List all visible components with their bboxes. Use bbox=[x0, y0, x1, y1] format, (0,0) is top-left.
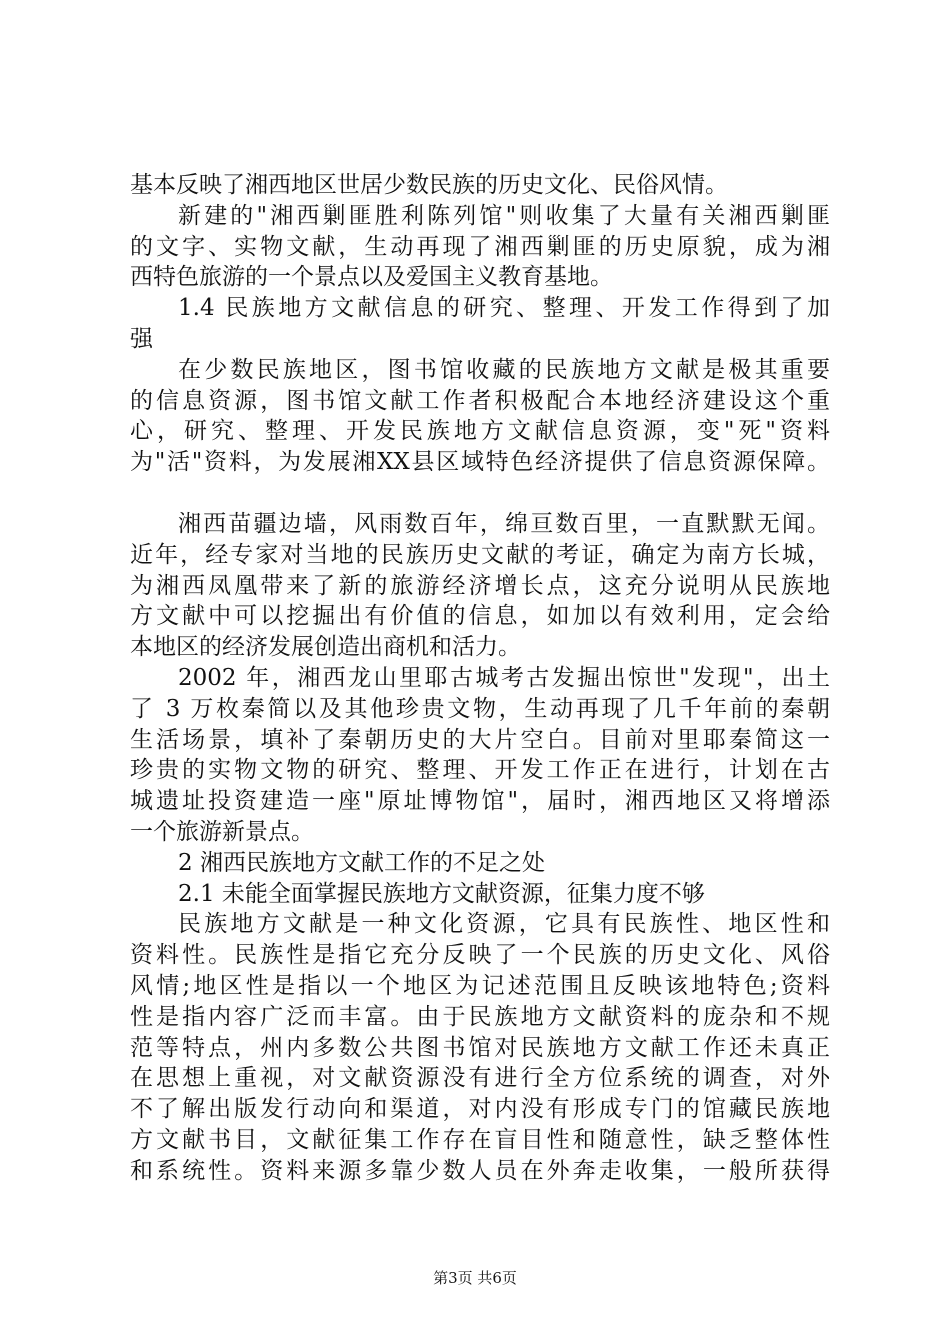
text-line: 为湘西凤凰带来了新的旅游经济增长点，这充分说明从民族地 bbox=[130, 572, 830, 599]
text-line: 2002 年，湘西龙山里耶古城考古发掘出惊世"发现"，出土 bbox=[178, 664, 830, 691]
page-number-footer: 第3页 共6页 bbox=[433, 1269, 517, 1287]
text-line: 的信息资源，图书馆文献工作者积极配合本地经济建设这个重 bbox=[130, 387, 830, 414]
section-heading: 1.4 民族地方文献信息的研究、整理、开发工作得到了加 bbox=[178, 295, 830, 322]
text-line: 方文献书目，文献征集工作存在盲目性和随意性，缺乏整体性 bbox=[130, 1126, 830, 1153]
text-line: 本地区的经济发展创造出商机和活力。 bbox=[130, 634, 521, 661]
text-line: 近年，经专家对当地的民族历史文献的考证，确定为南方长城， bbox=[130, 541, 830, 568]
text-line: 了 3 万枚秦简以及其他珍贵文物，生动再现了几千年前的秦朝 bbox=[130, 695, 830, 722]
text-line: 性是指内容广泛而丰富。由于民族地方文献资料的庞杂和不规 bbox=[130, 1003, 830, 1030]
text-line: 心，研究、整理、开发民族地方文献信息资源，变"死"资料 bbox=[130, 418, 830, 445]
text-line: 资料性。民族性是指它充分反映了一个民族的历史文化、风俗 bbox=[130, 942, 830, 969]
text-line: 湘西苗疆边墙，风雨数百年，绵亘数百里，一直默默无闻。 bbox=[178, 510, 830, 537]
text-line: 不了解出版发行动向和渠道，对内没有形成专门的馆藏民族地 bbox=[130, 1096, 830, 1123]
text-line: 城遗址投资建造一座"原址博物馆"，届时，湘西地区又将增添 bbox=[130, 788, 830, 815]
text-line: 和系统性。资料来源多靠少数人员在外奔走收集，一般所获得 bbox=[130, 1157, 830, 1184]
text-line: 在思想上重视，对文献资源没有进行全方位系统的调查，对外 bbox=[130, 1065, 830, 1092]
text-line: 范等特点，州内多数公共图书馆对民族地方文献工作还未真正 bbox=[130, 1034, 830, 1061]
text-line: 的文字、实物文献，生动再现了湘西剿匪的历史原貌，成为湘 bbox=[130, 233, 830, 260]
text-line: 方文献中可以挖掘出有价值的信息，如加以有效利用，定会给 bbox=[130, 603, 830, 630]
subsection-heading: 2.1 未能全面掌握民族地方文献资源，征集力度不够 bbox=[178, 880, 705, 907]
text-line: 基本反映了湘西地区世居少数民族的历史文化、民俗风情。 bbox=[130, 172, 728, 198]
text-line: 民族地方文献是一种文化资源，它具有民族性、地区性和 bbox=[178, 911, 830, 938]
text-line: 为"活"资料，为发展湘XX县区域特色经济提供了信息资源保障。 bbox=[130, 449, 830, 476]
text-line: 风情;地区性是指以一个地区为记述范围且反映该地特色;资料 bbox=[130, 972, 830, 999]
section-heading: 2 湘西民族地方文献工作的不足之处 bbox=[178, 849, 545, 876]
text-line: 新建的"湘西剿匪胜利陈列馆"则收集了大量有关湘西剿匪 bbox=[178, 202, 830, 229]
text-line: 一个旅游新景点。 bbox=[130, 818, 314, 845]
text-line: 珍贵的实物文物的研究、整理、开发工作正在进行，计划在古 bbox=[130, 757, 830, 784]
document-body bbox=[130, 170, 830, 1187]
text-line: 在少数民族地区，图书馆收藏的民族地方文献是极其重要 bbox=[178, 356, 830, 383]
section-heading-continued: 强 bbox=[130, 325, 153, 352]
text-line: 西特色旅游的一个景点以及爱国主义教育基地。 bbox=[130, 264, 613, 291]
paragraph-gap bbox=[130, 478, 830, 509]
text-line: 生活场景，填补了秦朝历史的大片空白。目前对里耶秦简这一 bbox=[130, 726, 830, 753]
